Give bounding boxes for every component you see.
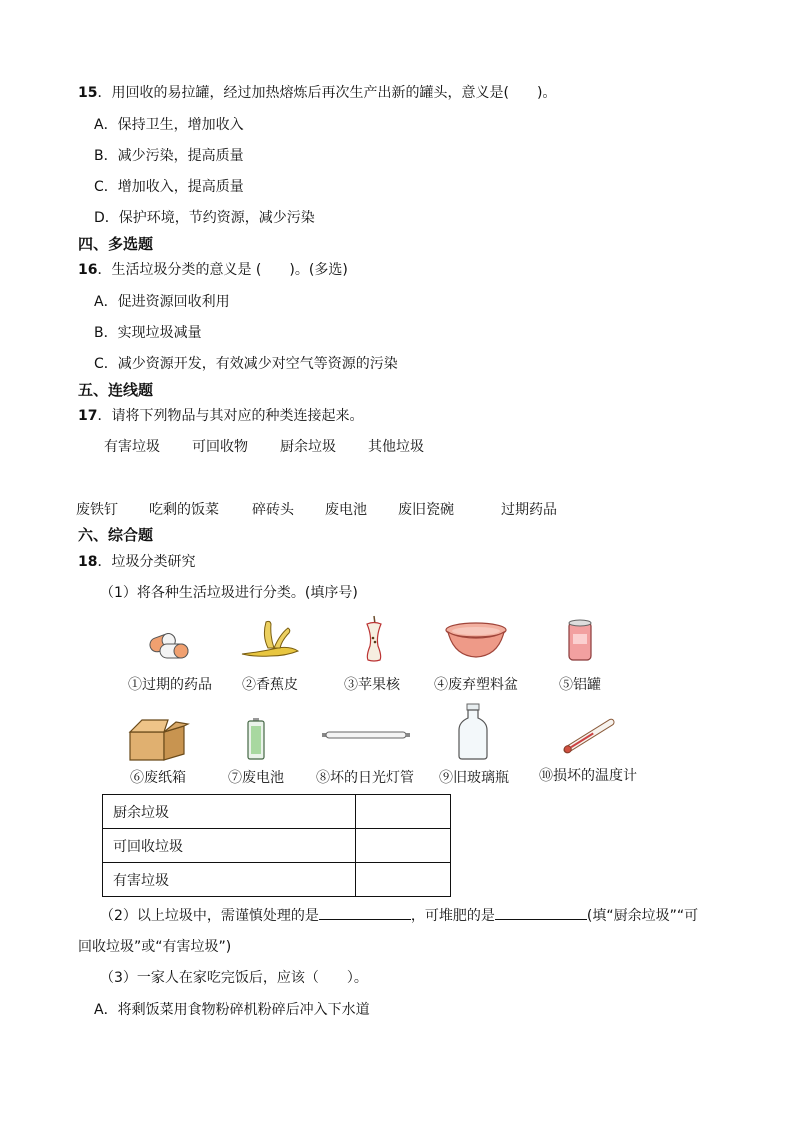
q18-part1: （1）将各种生活垃圾进行分类。(填序号) [100,585,358,601]
pill-capsules-icon [148,630,190,660]
category-hazardous: 有害垃圾 [104,439,160,455]
q15-option-c: C．增加收入，提高质量 [94,179,244,195]
item-used-battery: 废电池 [325,502,367,518]
plastic-basin-icon [444,622,508,660]
sorting-table [102,794,451,897]
picture-label-4: ④废弃塑料盆 [434,677,518,693]
q15-option-a: A．保持卫生，增加收入 [94,117,244,133]
table-row [103,829,451,863]
q16-option-a: A．促进资源回收利用 [94,294,230,310]
q18-part3-option-a: A．将剩饭菜用食物粉碎机粉碎后冲入下水道 [94,1002,370,1018]
answer-blank[interactable] [495,905,587,920]
item-iron-nail: 废铁钉 [76,502,118,518]
picture-label-1: ①过期的药品 [128,677,212,693]
category-other: 其他垃圾 [368,439,424,455]
q18-title: 18．垃圾分类研究 [78,554,196,570]
apple-core-icon [362,616,386,662]
q17-number: 17 [78,408,98,424]
item-broken-brick: 碎砖头 [252,502,294,518]
banana-peel-icon [240,618,300,658]
table-category-cell: 厨余垃圾 [103,795,356,829]
q18-part2-line2: 回收垃圾”或“有害垃圾”) [78,939,232,955]
picture-label-10: ⑩损坏的温度计 [539,768,637,784]
table-answer-cell[interactable] [356,863,451,897]
q18-part2-line1: （2）以上垃圾中，需谨慎处理的是 ，可堆肥的是 (填“厨余垃圾”“可 [100,905,698,925]
q16-stem: 16．生活垃圾分类的意义是 ( )。(多选) [78,262,348,278]
picture-label-3: ③苹果核 [344,677,400,693]
section-heading-comprehensive: 六、综合题 [78,526,154,544]
battery-icon [246,718,266,760]
q15-number: 15 [78,85,98,101]
q15-option-d: D．保护环境，节约资源，减少污染 [94,210,315,226]
picture-label-2: ②香蕉皮 [242,677,298,693]
q15-option-b: B．减少污染，提高质量 [94,148,244,164]
picture-label-6: ⑥废纸箱 [130,770,186,786]
table-category-cell: 可回收垃圾 [103,829,356,863]
q16-option-b: B．实现垃圾减量 [94,325,202,341]
section-heading-matching: 五、连线题 [78,381,154,399]
q16-option-c: C．减少资源开发，有效减少对空气等资源的污染 [94,356,398,372]
item-expired-medicine: 过期药品 [501,502,557,518]
picture-label-7: ⑦废电池 [228,770,284,786]
picture-label-5: ⑤铝罐 [559,677,601,693]
table-answer-cell[interactable] [356,829,451,863]
category-recyclable: 可回收物 [192,439,248,455]
section-heading-multiple-choice: 四、多选题 [78,235,154,253]
picture-label-9: ⑨旧玻璃瓶 [439,770,509,786]
q17-stem: 17．请将下列物品与其对应的种类连接起来。 [78,408,364,424]
answer-blank[interactable] [319,905,411,920]
item-leftover-food: 吃剩的饭菜 [149,502,219,518]
glass-bottle-icon [456,704,490,760]
item-old-porcelain-bowl: 废旧瓷碗 [398,502,454,518]
fluorescent-tube-icon [322,730,410,740]
picture-label-8: ⑧坏的日光灯管 [316,770,414,786]
q18-part3: （3）一家人在家吃完饭后，应该（ ）。 [100,970,368,986]
thermometer-icon [558,716,620,756]
table-row [103,863,451,897]
cardboard-box-icon [124,718,190,762]
q15-stem: 15．用回收的易拉罐，经过加热熔炼后再次生产出新的罐头，意义是( )。 [78,85,557,101]
aluminum-can-icon [566,618,594,662]
q18-number: 18 [78,554,98,570]
q16-number: 16 [78,262,98,278]
table-row [103,795,451,829]
category-kitchen: 厨余垃圾 [280,439,336,455]
table-category-cell: 有害垃圾 [103,863,356,897]
table-answer-cell[interactable] [356,795,451,829]
